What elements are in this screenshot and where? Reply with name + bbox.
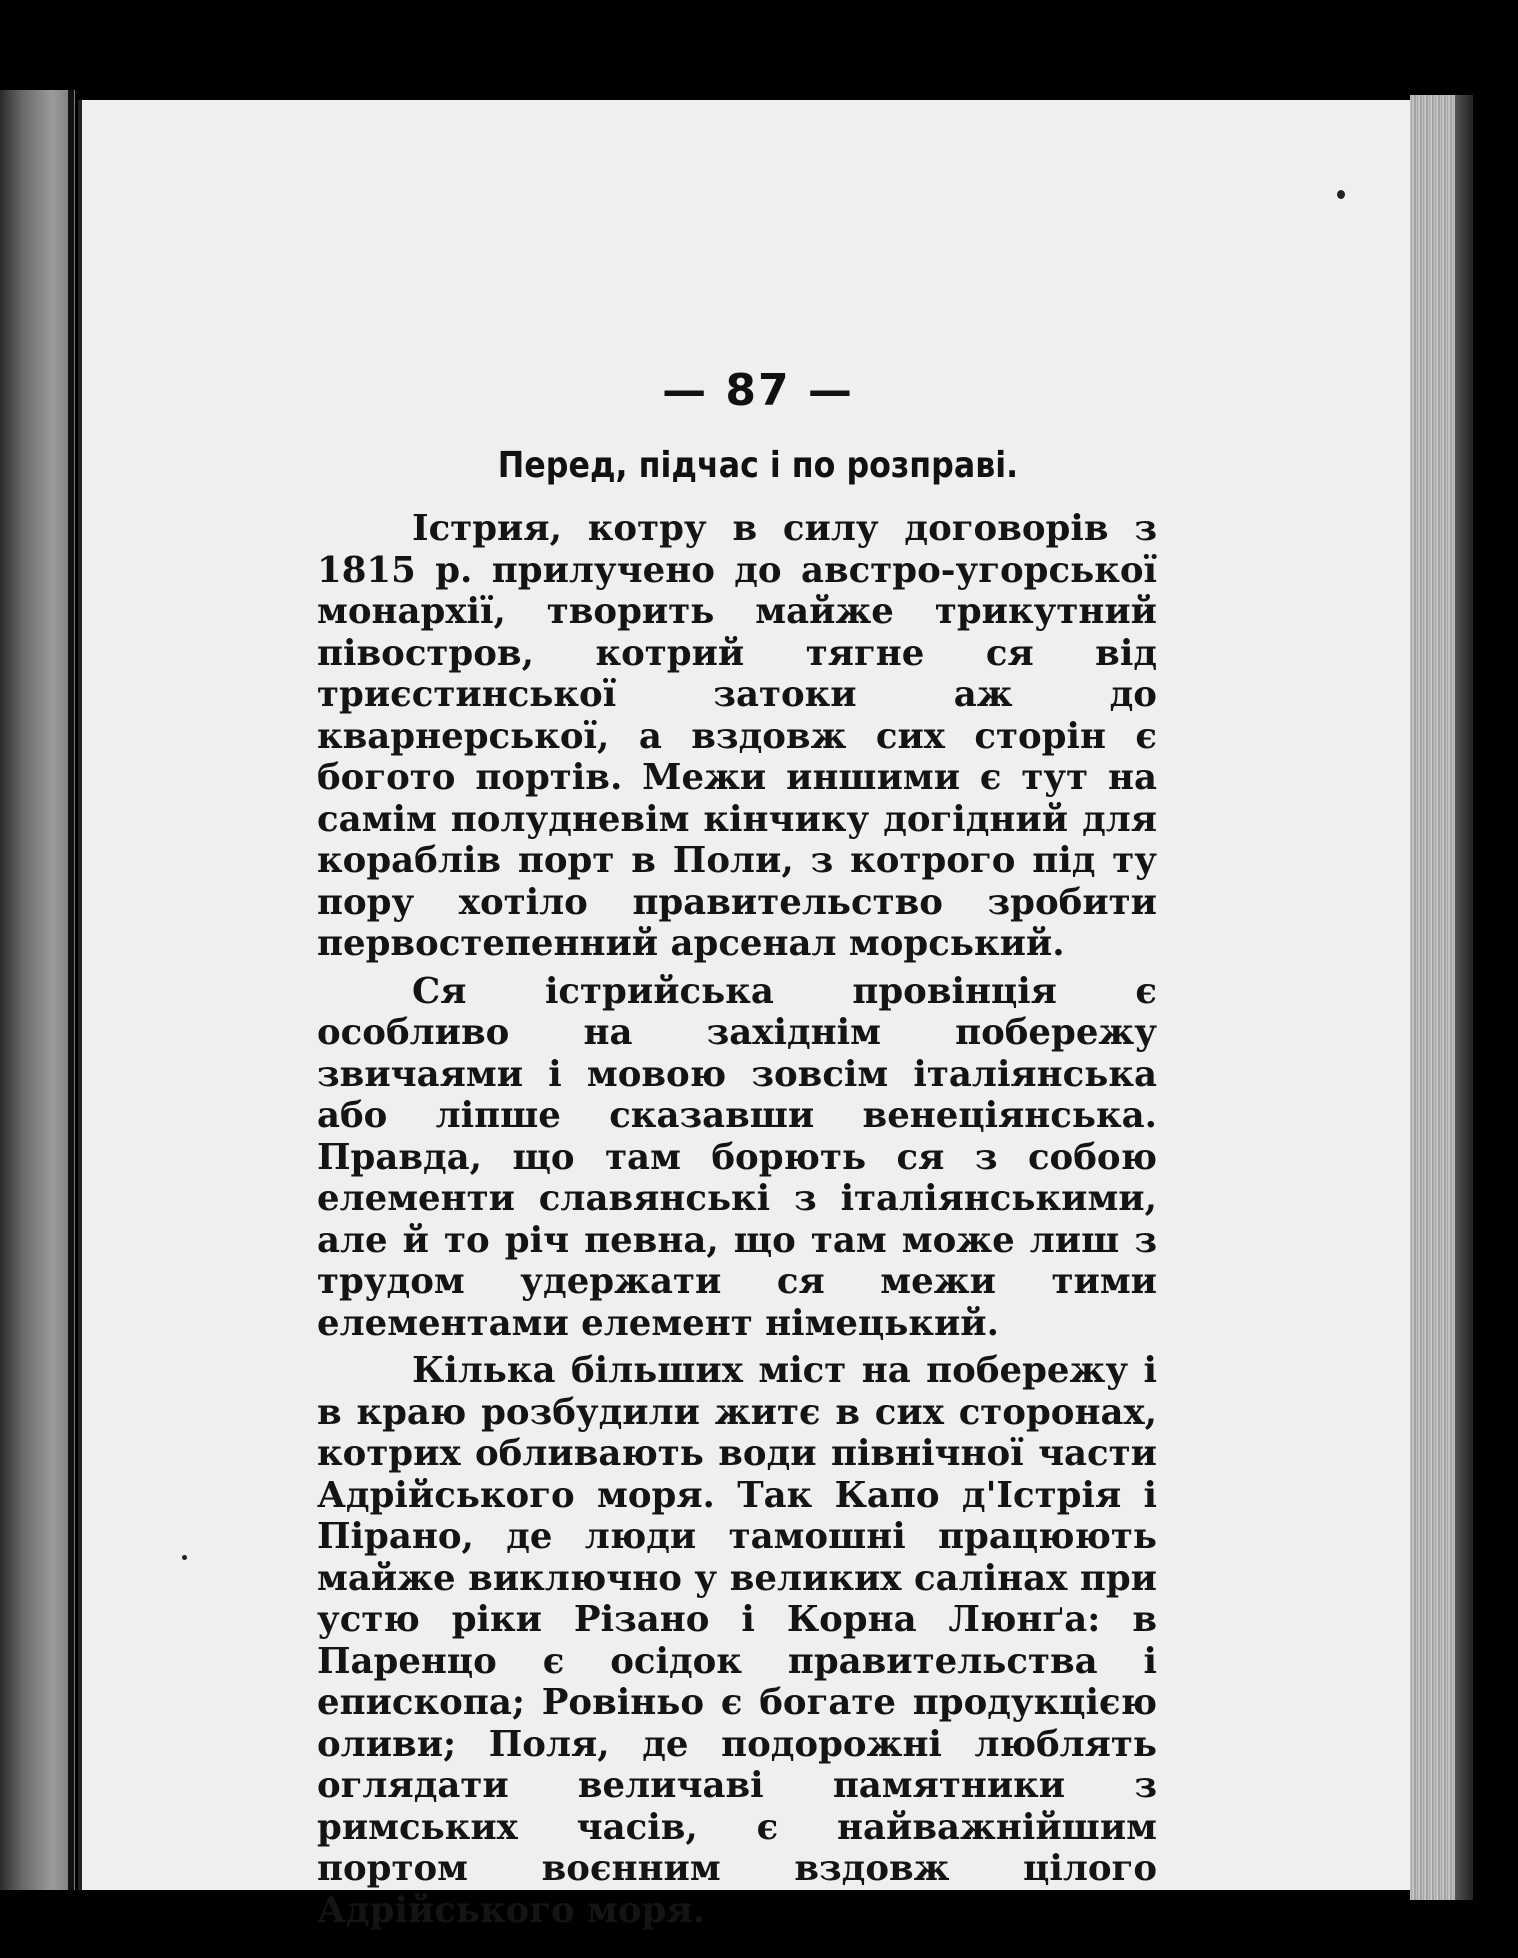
page-number: — 87 — — [662, 365, 854, 416]
book-page — [78, 100, 1414, 1931]
scan-speck — [1337, 190, 1345, 199]
scan-speck — [182, 1555, 187, 1560]
page-edges — [1410, 95, 1460, 1900]
book-gutter — [68, 90, 74, 1890]
page-body-text — [317, 508, 1157, 1931]
left-facing-page-strip — [0, 90, 75, 1890]
paragraph-3: Кілька більших міст на побережу і в краю розбудили житє в сих сторонах, котрих обливають води північної части Адрійського моря. Так Капо д'Істрія і Пірано, де люди тамошні працюють майже виключно у великих салінах при устю ріки Різано і Корна Люнґа: в Паренцо є осідок правительства і епископа; Ровіньо є богате продукцією оливи; Поля, де подорожні люблять оглядати величаві памятники з римських часів, є найважнійшим портом воєнним вздовж цілого Адрійського моря. — [317, 1350, 1157, 1931]
paragraph-2: Ся істрийська провінція є особливо на західнім побережу звичаями і мовою зовсім італіянська або ліпше сказавши венеціянська. Правда, що там борють ся з собою елементи славянські з італіянськими, але й то річ певна, що там може лиш з трудом удержати ся межи тими елементами елемент німецький. — [317, 970, 1157, 1344]
section-heading: Перед, підчас і по розправі. — [497, 445, 1019, 486]
book-cover-edge — [1455, 95, 1473, 1900]
paragraph-1: Істрия, котру в силу договорів з 1815 р. прилучено до австро-угорської монархії, творить майже трикутний півостров, котрий тягне ся від триєстинської затоки аж до кварнерської, а вздовж сих сторін є богото портів. Межи иншими є тут на самім полудневім кінчику догідний для кораблів порт в Поли, з котрого під ту пору хотіло правительство зробити первостепенний арсенал морський. — [317, 508, 1157, 964]
